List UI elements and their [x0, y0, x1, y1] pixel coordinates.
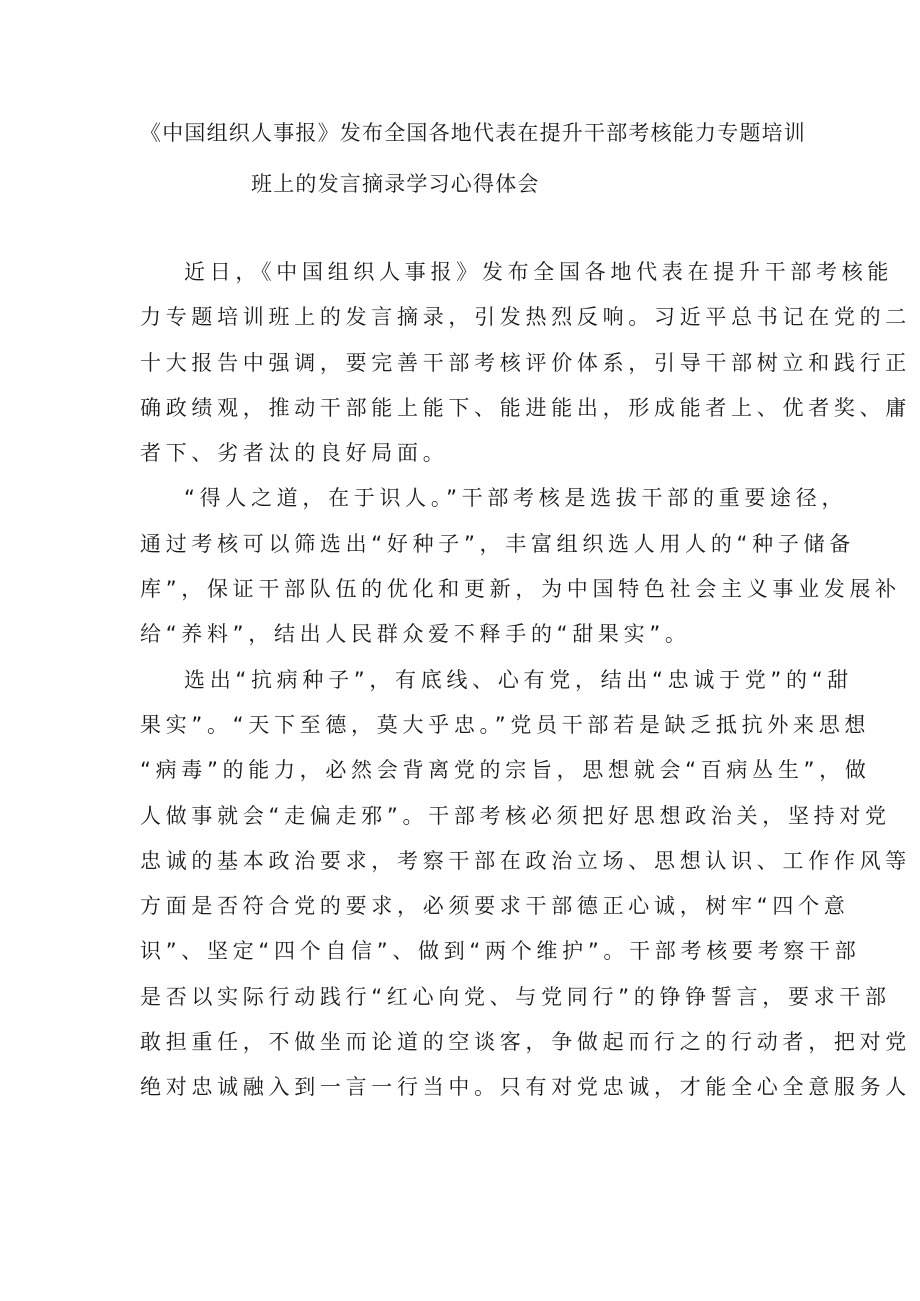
text-line: 通过考核可以筛选出“好种子”，丰富组织选人用人的“种子储备: [140, 531, 855, 556]
title-line-1: 《中国组织人事报》发布全国各地代表在提升干部考核能力专题培训: [140, 121, 806, 145]
text-line: 确政绩观，推动干部能上能下、能进能出，形成能者上、优者奖、庸: [140, 395, 911, 420]
document-body: [140, 250, 911, 1111]
text-line: 方面是否符合党的要求，必须要求干部德正心诚，树牢“四个意: [140, 894, 850, 919]
text-line: 绝对忠诚融入到一言一行当中。只有对党忠诚，才能全心全意服务人: [140, 1075, 911, 1100]
text-line: 是否以实际行动践行“红心向党、与党同行”的铮铮誓言，要求干部: [140, 984, 891, 1009]
text-line: 忠诚的基本政治要求，考察干部在政治立场、思想认识、工作作风等: [140, 848, 911, 873]
text-line: 给“养料”，结出人民群众爱不释手的“甜果实”。: [140, 622, 691, 647]
text-line: 力专题培训班上的发言摘录，引发热烈反响。习近平总书记在党的二: [140, 305, 911, 330]
text-line: 人做事就会“走偏走邪”。干部考核必须把好思想政治关，坚持对党: [140, 803, 891, 828]
text-line: 果实”。“天下至德，莫大乎忠。”党员干部若是缺乏抵抗外来思想: [140, 712, 871, 737]
paragraph-2: [140, 476, 901, 657]
text-line: 库”，保证干部队伍的优化和更新，为中国特色社会主义事业发展补: [140, 577, 901, 602]
text-line: “病毒”的能力，必然会背离党的宗旨，思想就会“百病丛生”，做: [140, 758, 871, 783]
text-line: 敢担重任，不做坐而论道的空谈客，争做起而行之的行动者，把对党: [140, 1030, 911, 1055]
text-line: 选出“抗病种子”，有底线、心有党，结出“忠诚于党”的“甜: [184, 667, 853, 692]
paragraph-3: [140, 658, 911, 1111]
text-line: 者下、劣者汰的良好局面。: [140, 441, 449, 466]
text-line: 识”、坚定“四个自信”、做到“两个维护”。干部考核要考察干部: [140, 939, 861, 964]
document-title: [140, 108, 806, 210]
title-line-2: 班上的发言摘录学习心得体会: [251, 172, 540, 196]
text-line: “得人之道，在于识人。”干部考核是选拔干部的重要途径，: [184, 486, 848, 511]
paragraph-1: [140, 250, 911, 476]
text-line: 十大报告中强调，要完善干部考核评价体系，引导干部树立和践行正: [140, 350, 911, 375]
text-line: 近日，《中国组织人事报》发布全国各地代表在提升干部考核能: [184, 260, 894, 284]
